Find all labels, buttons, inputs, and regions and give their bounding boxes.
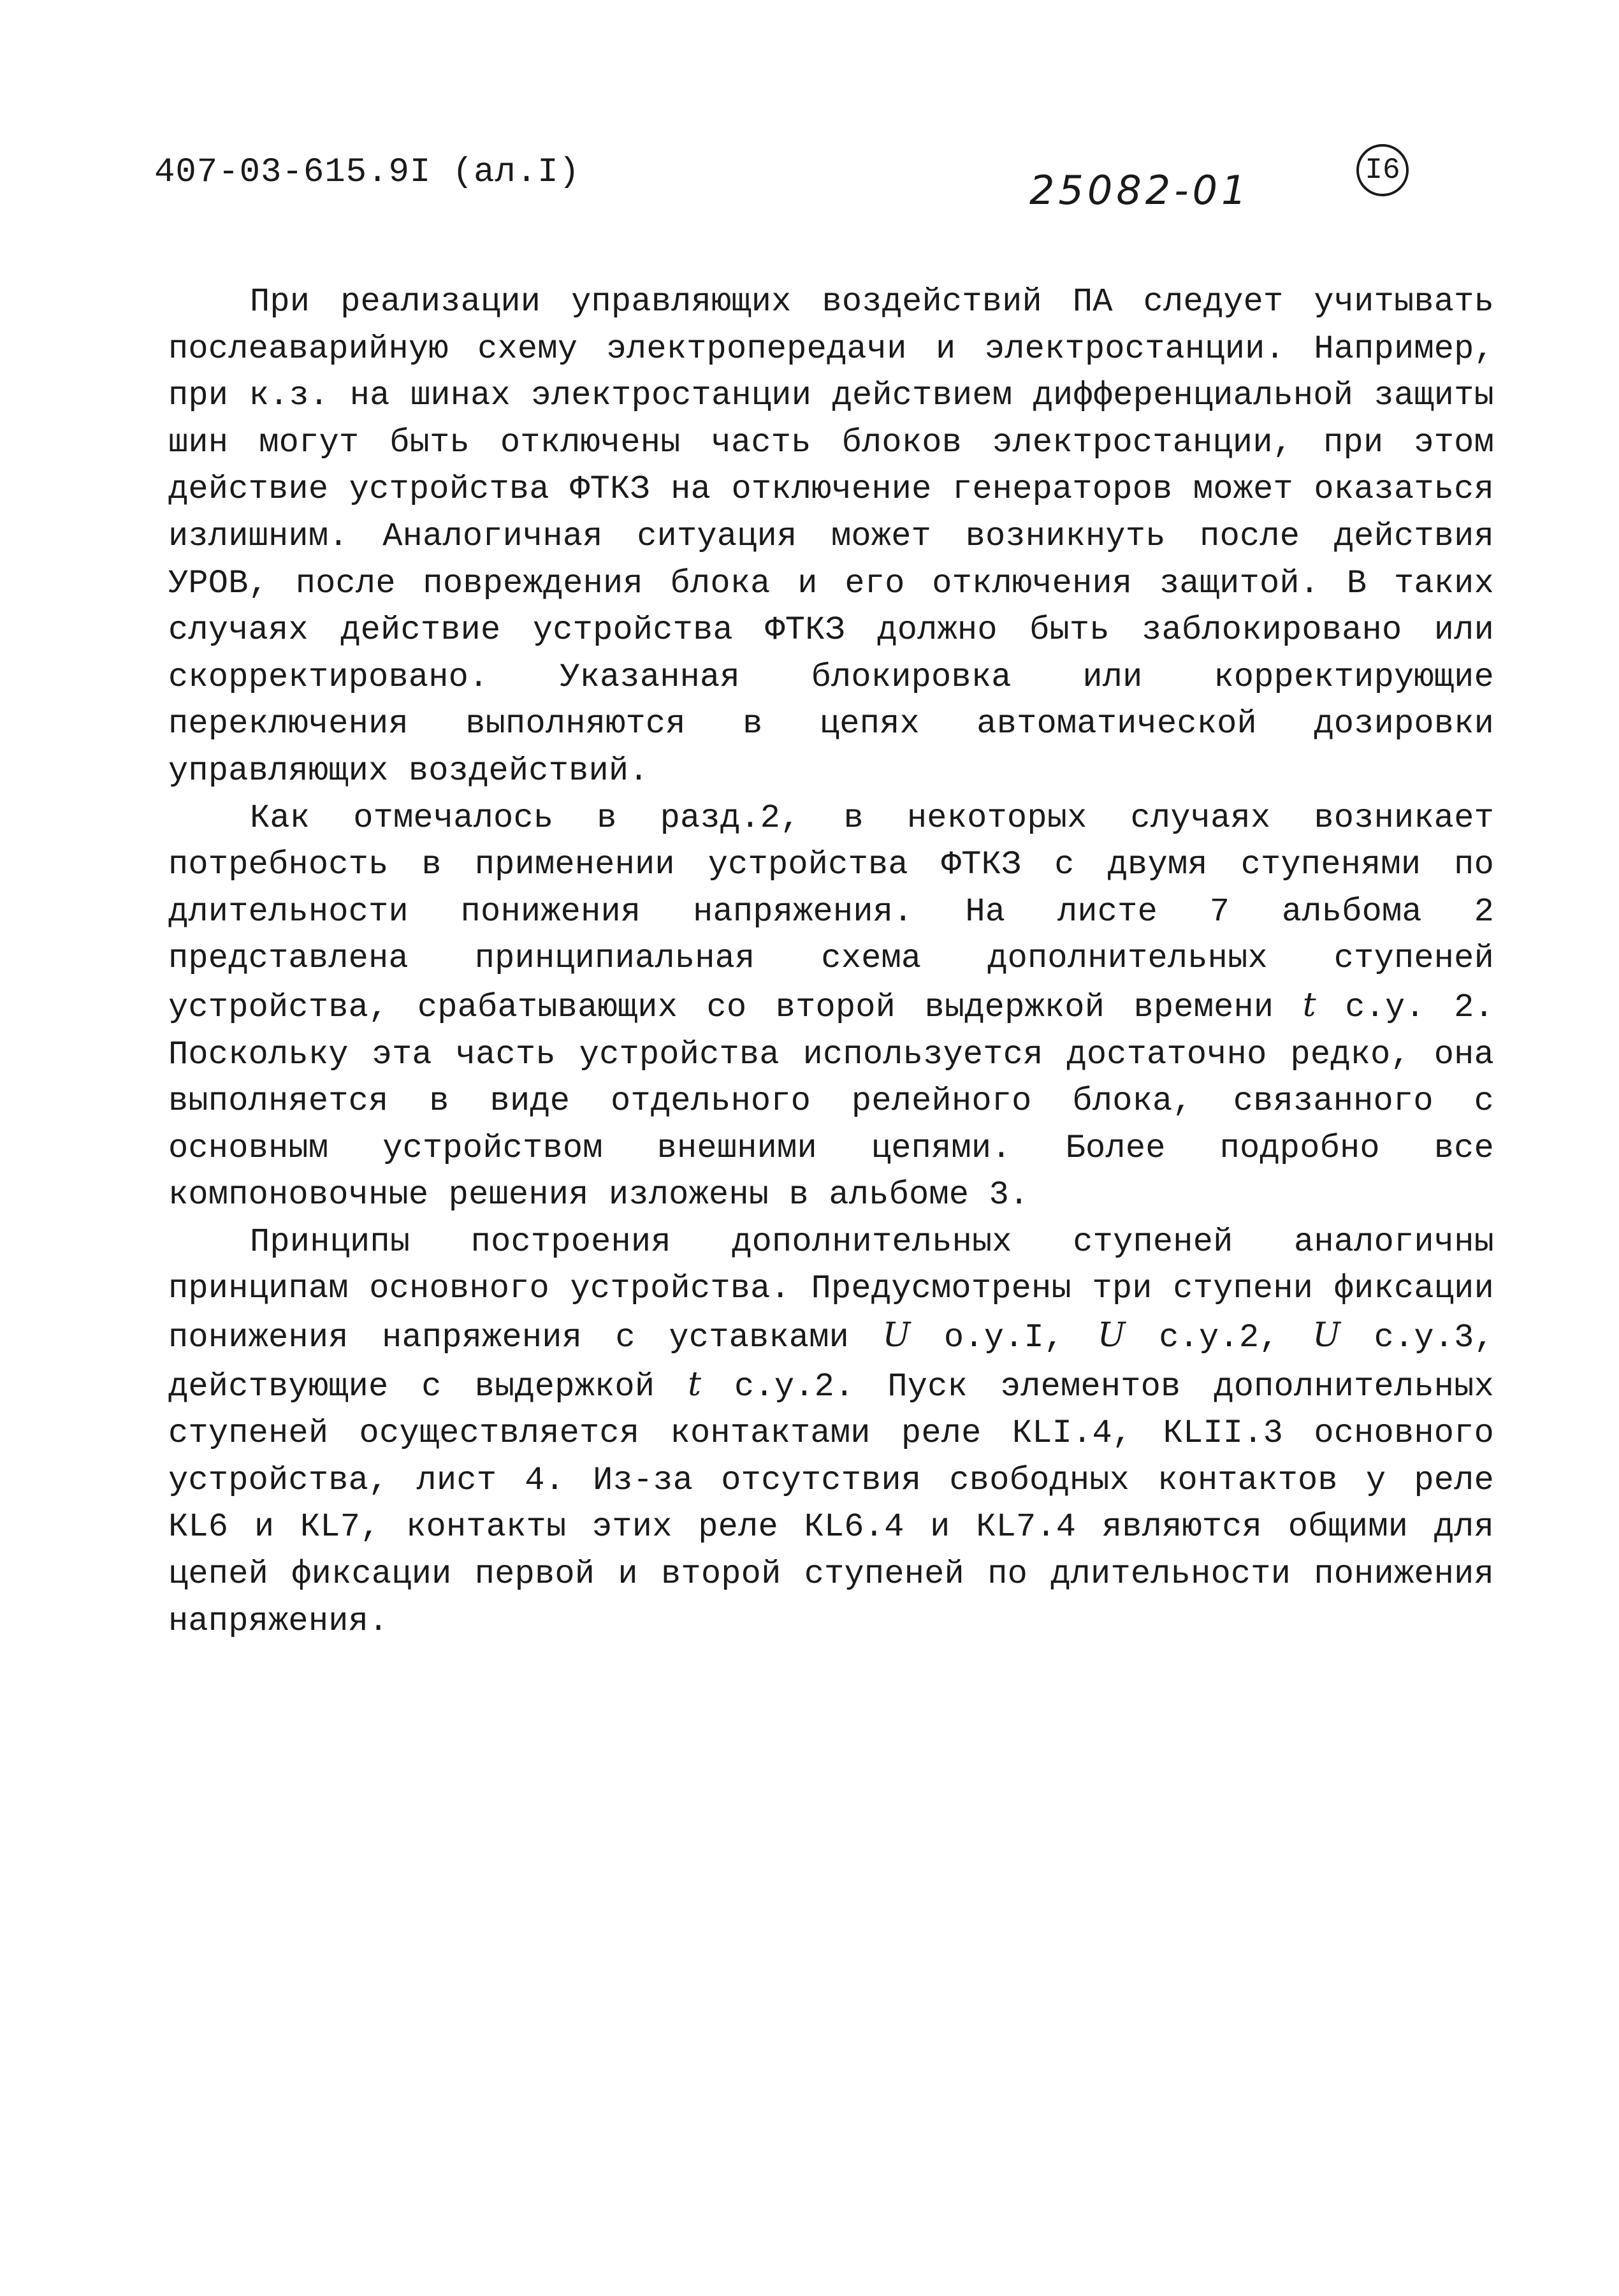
voltage-symbol: U xyxy=(1097,1316,1126,1355)
time-symbol: t xyxy=(1302,985,1316,1024)
paragraph-3-part-4: с.у.3, действующие с выдержкой xyxy=(168,1319,1494,1406)
document-code: 407-03-615.9I (ал.I) xyxy=(154,153,581,192)
paragraph-3-part-2: о.у.I, xyxy=(910,1319,1098,1357)
paragraph-3-part-3: с.у.2, xyxy=(1125,1319,1313,1357)
body-text xyxy=(168,279,1494,1645)
paragraph-3-part-5: с.у.2. Пуск элементов дополнительных ступеней осуществляется контактами реле КLI.4, КLII.3 основного устройства, лист 4. Из-за отсутствия свободных контактов у реле КL6 и КL7, контакты этих реле КL6.4 и КL7.4 являются общими для цепей фиксации первой и второй ступеней по длительности понижения напряжения. xyxy=(168,1367,1494,1640)
page-number: I6 xyxy=(1365,154,1400,187)
paragraph-3 xyxy=(168,1219,1494,1645)
paragraph-2-part-2: с.у. 2. Поскольку эта часть устройства используется достаточно редко, она выполняется в виде отдельного релейного блока, связанного с основным устройством внешними цепями. Более подробно все компоновочные решения изложены в альбоме 3. xyxy=(168,988,1494,1214)
voltage-symbol: U xyxy=(1312,1316,1341,1355)
paragraph-1: При реализации управляющих воздействий ПА следует учитывать послеаварийную схему электропередачи и электростанции. Например, при к.з. на шинах электростанции действием дифференциальной защиты шин могут быть отключены часть блоков электростанции, при этом действие устройства ФТКЗ на отключение генераторов может оказаться излишним. Аналогичная ситуация может возникнуть после действия УРОВ, после повреждения блока и его отключения защитой. В таких случаях действие устройства ФТКЗ должно быть заблокировано или скорректировано. Указанная блокировка или корректирующие переключения выполняются в цепях автоматической дозировки управляющих воздействий. xyxy=(168,283,1494,790)
document-number: 25082-01 xyxy=(1029,167,1251,214)
time-symbol: t xyxy=(688,1365,702,1404)
paragraph-2-part-1: Как отмечалось в разд.2, в некоторых случаях возникает потребность в применении устройства ФТКЗ с двумя ступенями по длительности понижения напряжения. На листе 7 альбома 2 представлена принципиальная схема дополнительных ступеней устройства, срабатывающих со второй выдержкой времени xyxy=(168,799,1494,1026)
page-number-badge xyxy=(1356,144,1409,196)
paragraph-3-part-1: Принципы построения дополнительных ступеней аналогичны принципам основного устройства. Предусмотрены три ступени фиксации понижения напряжения с уставками xyxy=(168,1223,1494,1357)
paragraph-2 xyxy=(168,795,1494,1219)
voltage-symbol: U xyxy=(882,1316,911,1355)
